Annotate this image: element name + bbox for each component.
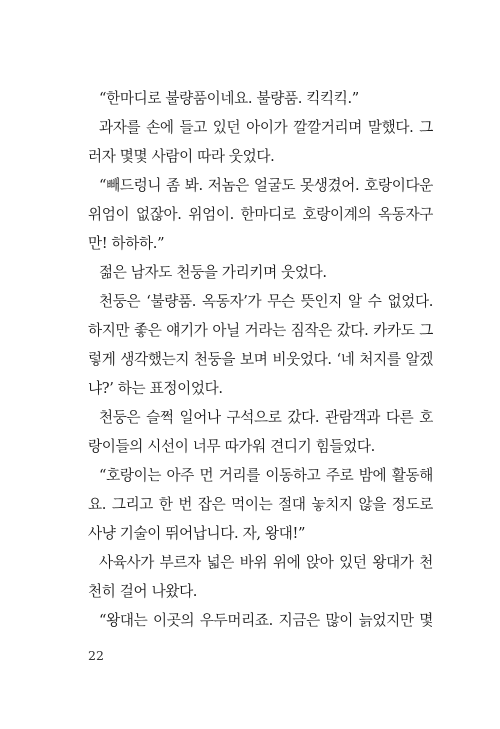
text-line: 천히 걸어 나왔다. <box>88 583 198 600</box>
page-number: 22 <box>88 648 104 663</box>
text-line: 사냥 기술이 뛰어납니다. 자, 왕대!” <box>88 525 306 542</box>
text-line: 사육사가 부르자 넓은 바위 위에 앉아 있던 왕대가 천 <box>99 554 433 571</box>
text-line: 렇게 생각했는지 천둥을 보며 비웃었다. ‘네 처지를 알겠 <box>88 351 433 368</box>
text-line: 위엄이 없잖아. 위엄이. 한마디로 호랑이계의 옥동자구 <box>88 206 433 223</box>
text-line: 랑이들의 시선이 너무 따가워 견디기 힘들었다. <box>88 438 375 455</box>
text-line: 과자를 손에 들고 있던 아이가 깔깔거리며 말했다. 그 <box>99 119 433 136</box>
text-line: “왕대는 이곳의 우두머리죠. 지금은 많이 늙었지만 몇 <box>99 612 433 629</box>
text-line: “빼드렁니 좀 봐. 저놈은 얼굴도 못생겼어. 호랑이다운 <box>99 177 433 194</box>
text-line: “한마디로 불량품이네요. 불량품. 킥킥킥.” <box>99 90 359 107</box>
text-line: 젊은 남자도 천둥을 가리키며 웃었다. <box>99 264 327 281</box>
text-line: 냐?’ 하는 표정이었다. <box>88 380 223 397</box>
text-line: 요. 그리고 한 번 잡은 먹이는 절대 놓치지 않을 정도로 <box>88 496 433 513</box>
text-line: 만! 하하하.” <box>88 235 165 252</box>
text-line: 하지만 좋은 얘기가 아닐 거라는 짐작은 갔다. 카카도 그 <box>88 322 433 339</box>
text-line: 러자 몇몇 사람이 따라 웃었다. <box>88 148 275 165</box>
text-line: 천둥은 ‘불량품. 옥동자’가 무슨 뜻인지 알 수 없었다. <box>99 293 433 310</box>
body-text <box>88 84 433 635</box>
text-line: “호랑이는 아주 먼 거리를 이동하고 주로 밤에 활동해 <box>99 467 433 484</box>
text-line: 천둥은 슬쩍 일어나 구석으로 갔다. 관람객과 다른 호 <box>99 409 433 426</box>
